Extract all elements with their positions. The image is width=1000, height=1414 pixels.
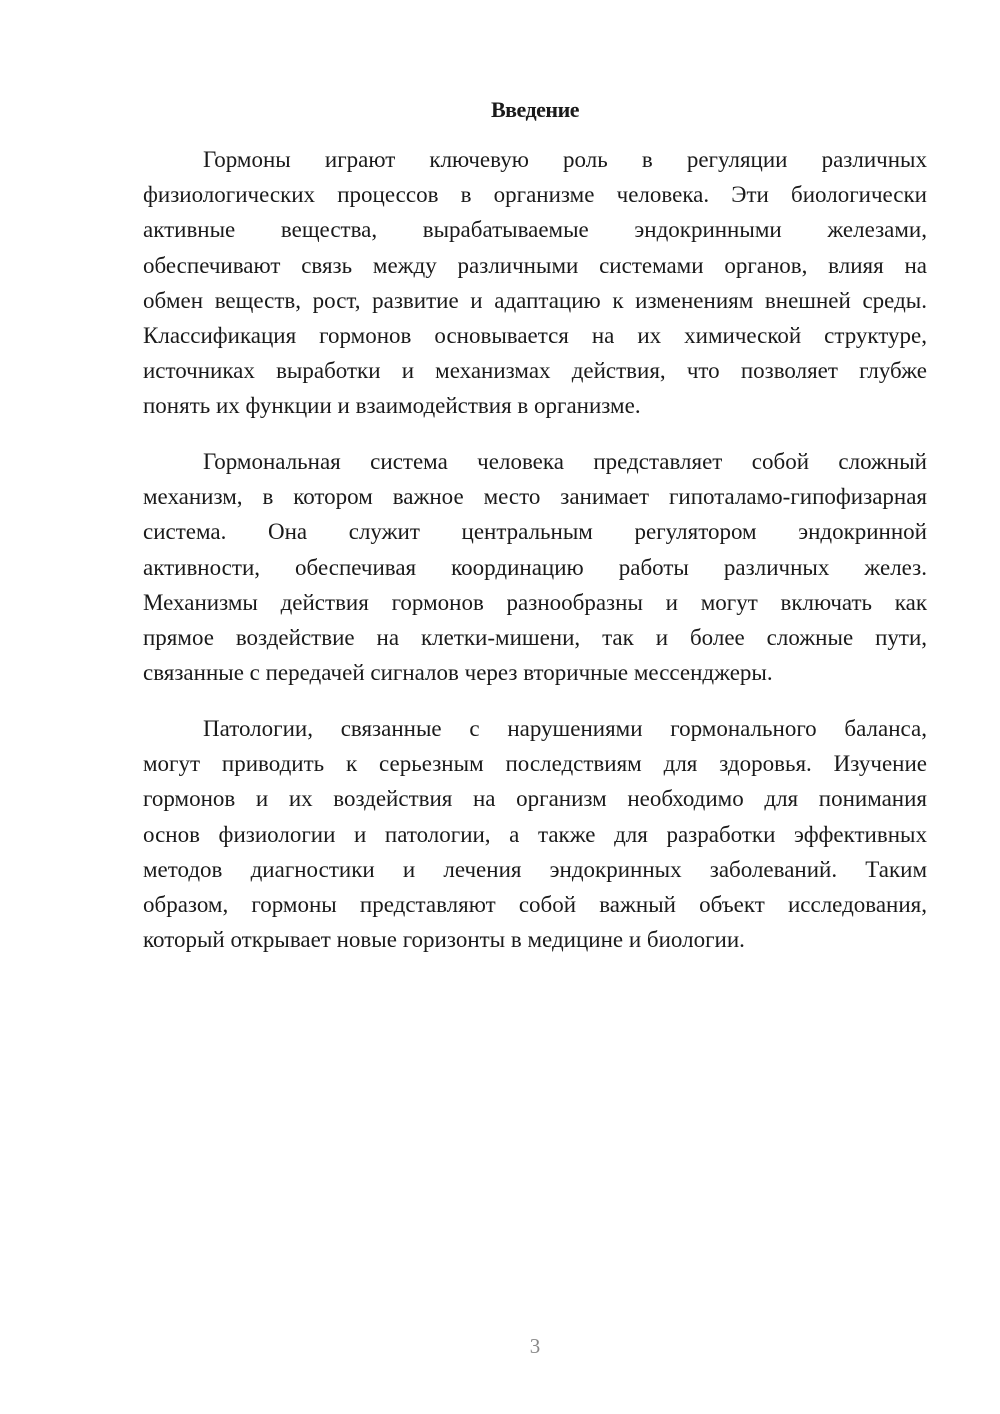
text-line: активности, обеспечивая координацию работы различных желез. — [143, 554, 927, 580]
text-line: механизм, в котором важное место занимает гипоталамо-гипофизарная — [143, 484, 927, 510]
text-line: могут приводить к серьезным последствиям для здоровья. Изучение — [143, 751, 927, 777]
text-line: прямое воздействие на клетки-мишени, так и более сложные пути, — [143, 624, 927, 650]
text-line: методов диагностики и лечения эндокринных заболеваний. Таким — [143, 856, 927, 882]
text-line: обмен веществ, рост, развитие и адаптацию к изменениям внешней среды. — [143, 287, 927, 313]
text-line: образом, гормоны представляют собой важный объект исследования, — [143, 891, 927, 917]
text-line: Классификация гормонов основывается на их химической структуре, — [143, 322, 927, 348]
text-line: основ физиологии и патологии, а также для разработки эффективных — [143, 821, 927, 847]
text-line: Патологии, связанные с нарушениями гормонального баланса, — [203, 716, 927, 741]
paragraph-2 — [143, 444, 927, 690]
text-line: активные вещества, вырабатываемые эндокринными железами, — [143, 217, 927, 243]
text-line: Гормоны играют ключевую роль в регуляции различных — [203, 147, 927, 172]
section-title: Введение — [490, 97, 580, 122]
text-line: понять их функции и взаимодействия в организме. — [143, 393, 641, 419]
text-line: обеспечивают связь между различными системами органов, влияя на — [143, 252, 927, 278]
text-line: связанные с передачей сигналов через вторичные мессенджеры. — [143, 660, 773, 686]
text-line: источниках выработки и механизмах действия, что позволяет глубже — [143, 358, 927, 384]
text-line: Гормональная система человека представляет собой сложный — [203, 449, 927, 474]
text-line: который открывает новые горизонты в медицине и биологии. — [143, 927, 745, 953]
text-line: Механизмы действия гормонов разнообразны и могут включать как — [143, 589, 927, 615]
text-line: система. Она служит центральным регулятором эндокринной — [143, 519, 927, 545]
paragraph-3 — [143, 711, 927, 957]
page-number: 3 — [529, 1334, 541, 1358]
text-line: гормонов и их воздействия на организм необходимо для понимания — [143, 786, 927, 812]
text-line: физиологических процессов в организме человека. Эти биологически — [143, 182, 927, 208]
paragraph-1 — [143, 142, 927, 424]
